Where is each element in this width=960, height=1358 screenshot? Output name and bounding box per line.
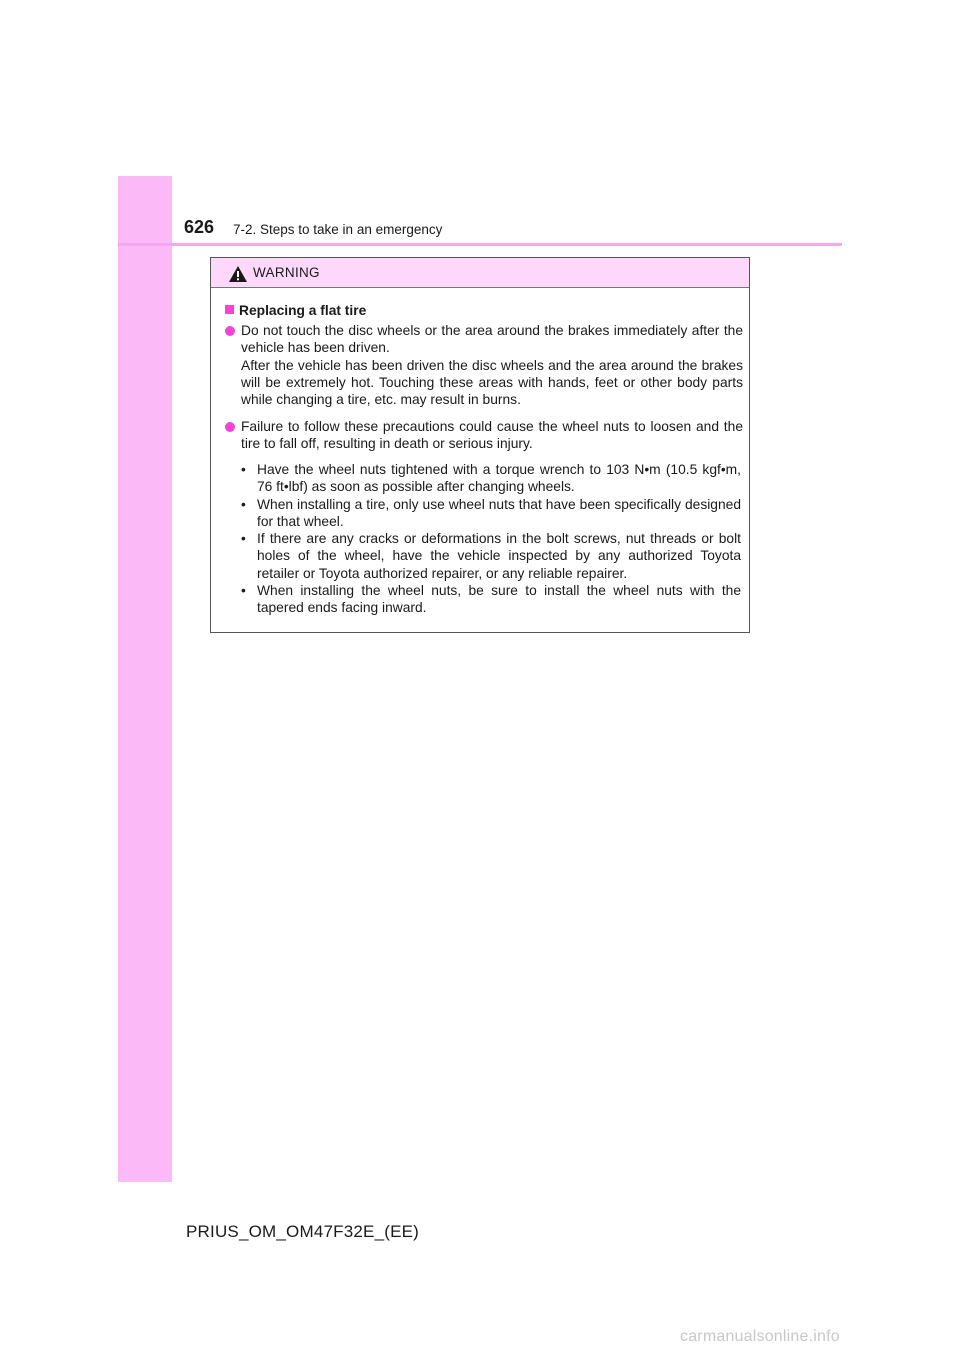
topic-text: Replacing a flat tire (239, 303, 367, 318)
topic-heading (225, 302, 366, 319)
sub-list-item (241, 582, 741, 617)
sub-list (241, 461, 741, 617)
square-bullet-icon (225, 305, 234, 314)
sub-item-marker: • (241, 583, 246, 599)
header-rule (118, 243, 842, 246)
page-number: 626 (184, 217, 215, 237)
sub-item-marker: • (241, 531, 246, 547)
circle-bullet-icon (225, 326, 235, 336)
sub-item-text: When installing a tire, only use wheel nuts that have been specifically designed for that wheel. (257, 496, 741, 529)
warning-label: WARNING (253, 265, 320, 280)
sub-item-text: When installing the wheel nuts, be sure to install the wheel nuts with the tapered ends facing inward. (257, 583, 741, 616)
sub-list-item (241, 461, 741, 496)
sub-list-item (241, 530, 741, 582)
bullet-item (241, 418, 743, 453)
bullet-item (241, 322, 743, 408)
bullet-paragraph: After the vehicle has been driven the disc wheels and the area around the brakes will be extremely hot. Touching these areas with hands, feet or other body parts while changing a tire, etc. may result in burns. (241, 357, 743, 408)
warning-box (210, 257, 750, 633)
bullet-paragraph: Do not touch the disc wheels or the area around the brakes immediately after the vehicle has been driven. (241, 323, 743, 356)
sub-item-marker: • (241, 462, 246, 477)
sub-list-item (241, 496, 741, 531)
side-color-band (118, 176, 172, 1182)
sub-item-text: Have the wheel nuts tightened with a torque wrench to 103 N•m (10.5 kgf•m, 76 ft•lbf) as soon as possible after changing wheels. (257, 462, 741, 495)
bullet-paragraph: Failure to follow these precautions could cause the wheel nuts to loosen and the tire to fall off, resulting in death or serious injury. (241, 419, 743, 452)
circle-bullet-icon (225, 422, 235, 432)
sub-item-text: If there are any cracks or deformations in the bolt screws, nut threads or bolt holes of the wheel, have the vehicle inspected by any authorized Toyota retailer or Toyota authorized repairer, or any reliable repairer. (257, 531, 741, 581)
section-title: 7-2. Steps to take in an emergency (233, 222, 443, 237)
watermark-text: carmanualsonline.info (680, 1328, 840, 1345)
document-code: PRIUS_OM_OM47F32E_(EE) (186, 1222, 420, 1241)
warning-header (211, 258, 749, 288)
sub-item-marker: • (241, 496, 246, 512)
warning-triangle-icon (228, 265, 248, 283)
